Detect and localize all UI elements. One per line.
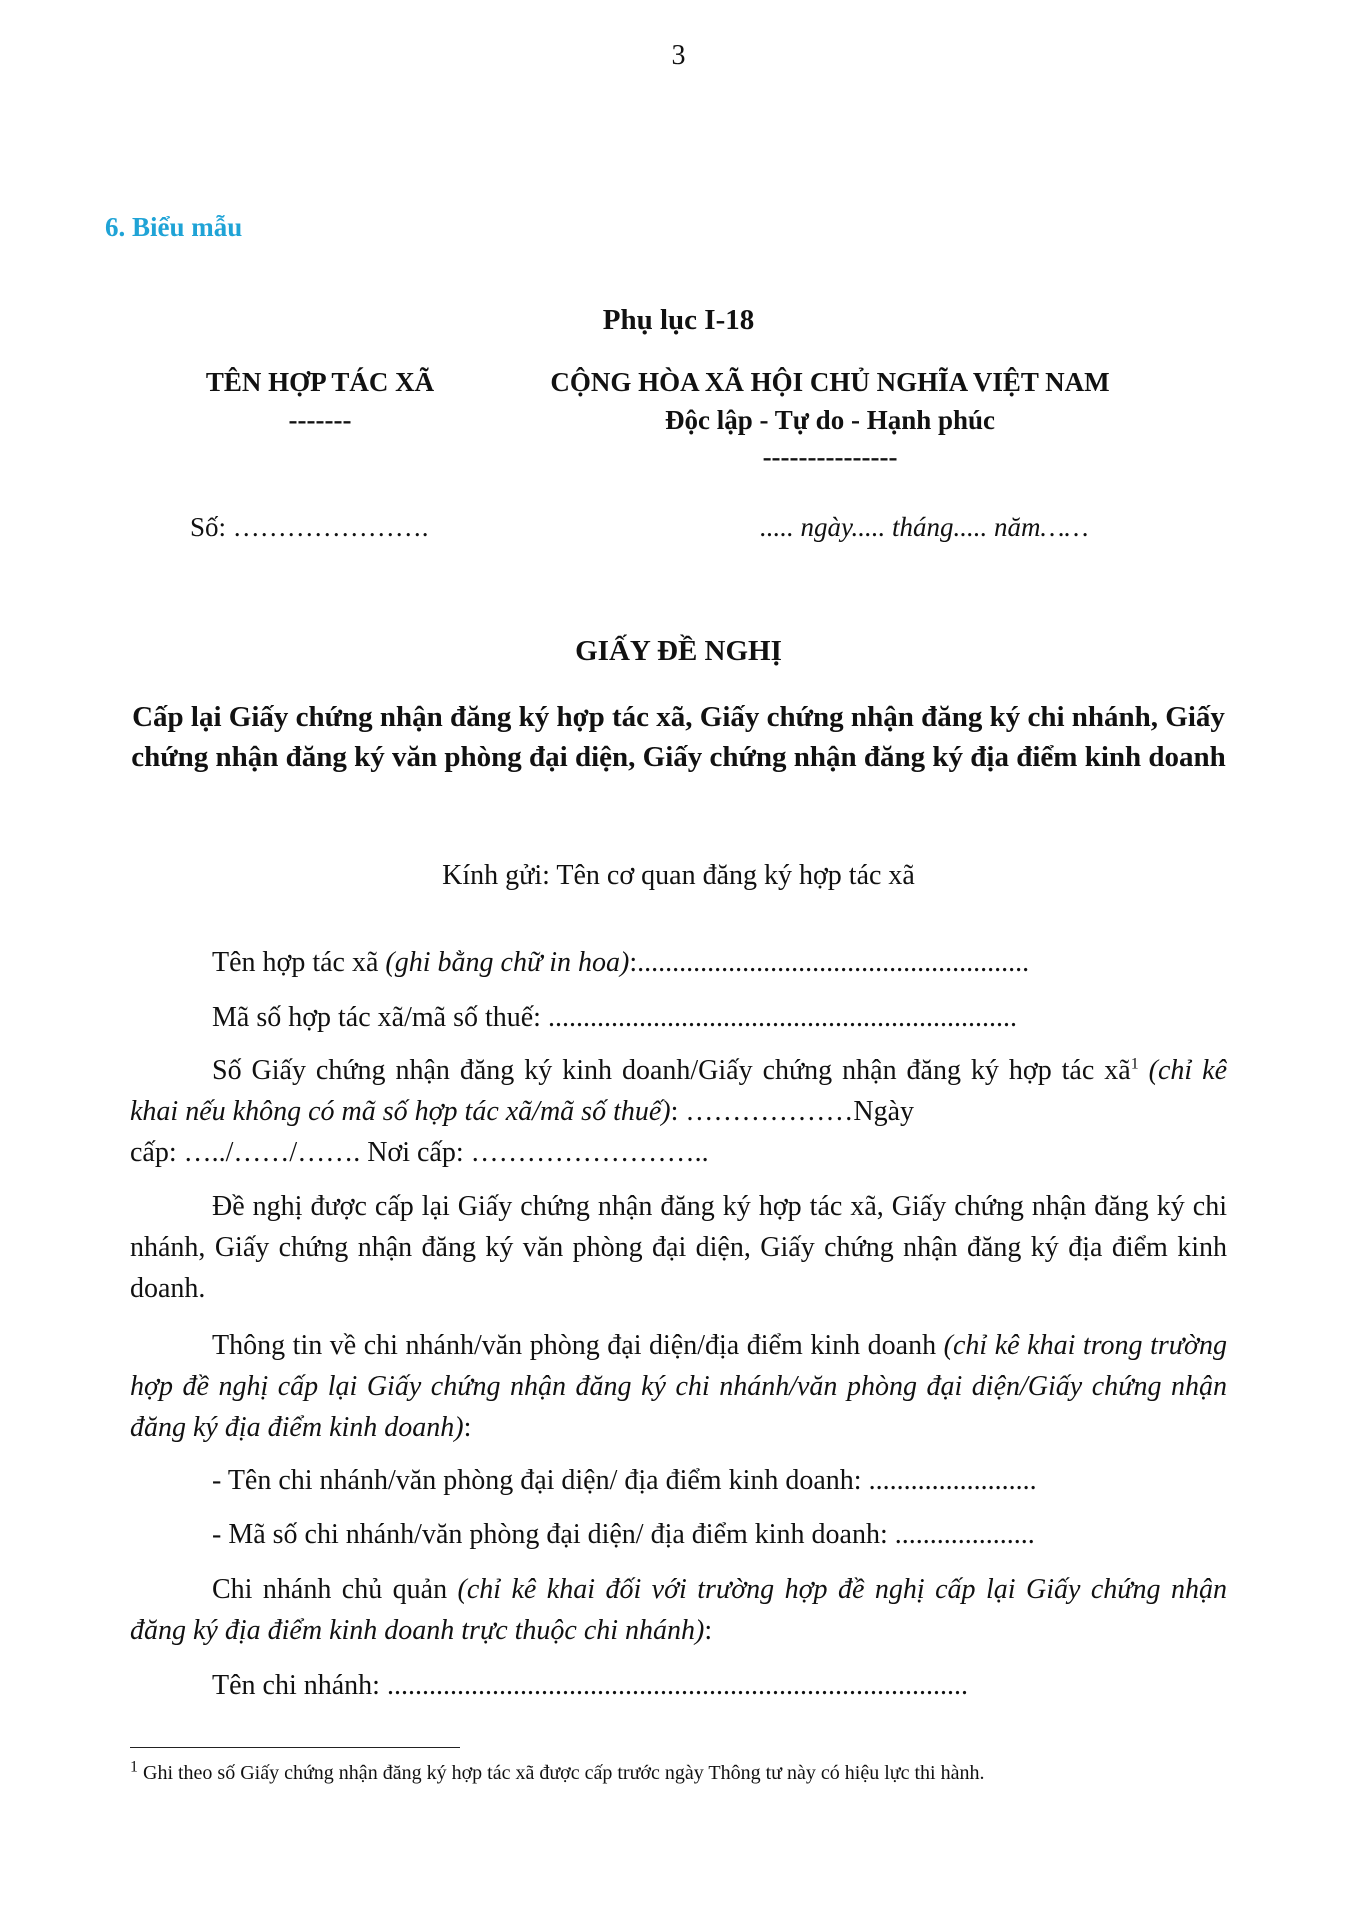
parent-branch-paragraph xyxy=(130,1569,1227,1651)
branch-info-label: Thông tin về chi nhánh/văn phòng đại diện/địa điểm kinh doanh xyxy=(212,1330,944,1361)
certificate-dots: : ………………Ngày xyxy=(670,1096,915,1127)
footnote-divider xyxy=(130,1747,460,1748)
request-paragraph: Đề nghị được cấp lại Giấy chứng nhận đăng ký hợp tác xã, Giấy chứng nhận đăng ký chi nhánh, Giấy chứng nhận đăng ký văn phòng đại diện, Giấy chứng nhận đăng ký địa điểm kinh doanh. xyxy=(130,1191,1227,1304)
parent-branch-hint: (chỉ kê khai đối với trường hợp đề nghị cấp lại Giấy chứng nhận đăng ký địa điểm kinh doanh trực thuộc chi nhánh) xyxy=(130,1574,1227,1646)
branch-info-paragraph xyxy=(130,1325,1227,1448)
organization-separator: ------- xyxy=(288,405,352,435)
certificate-hint: (chỉ kê khai nếu không có mã số hợp tác xã/mã số thuế) xyxy=(130,1055,1228,1127)
document-date-line: ..... ngày..... tháng..... năm…… xyxy=(760,512,1089,542)
parent-branch-label: Chi nhánh chủ quản xyxy=(212,1574,458,1605)
nation-title: CỘNG HÒA XÃ HỘI CHỦ NGHĨA VIỆT NAM xyxy=(550,367,1110,397)
footnote-reference: 1 xyxy=(1130,1055,1139,1073)
certificate-label: Số Giấy chứng nhận đăng ký kinh doanh/Giấy chứng nhận đăng ký hợp tác xã xyxy=(212,1055,1131,1086)
form-subtitle: Cấp lại Giấy chứng nhận đăng ký hợp tác xã, Giấy chứng nhận đăng ký chi nhánh, Giấy chứng nhận đăng ký văn phòng đại diện, Giấy chứng nhận đăng ký địa điểm kinh doanh xyxy=(131,701,1226,773)
footnote xyxy=(130,1758,985,1785)
appendix-title: Phụ lục I-18 xyxy=(602,304,755,336)
certificate-number-field xyxy=(130,1050,1227,1173)
branch-code-field: - Mã số chi nhánh/văn phòng đại diện/ địa điểm kinh doanh: .................... xyxy=(212,1519,1035,1550)
organization-name: TÊN HỢP TÁC XÃ xyxy=(205,367,435,397)
coop-name-dots: :........................................................ xyxy=(629,947,1030,978)
certificate-issue-line: cấp: …../……/……. Nơi cấp: …………………….. xyxy=(130,1137,709,1168)
section-heading: 6. Biểu mẫu xyxy=(105,212,243,242)
branch-info-colon: : xyxy=(463,1412,472,1443)
coop-code-field: Mã số hợp tác xã/mã số thuế: ................................................................... xyxy=(212,1002,1017,1033)
recipient-line: Kính gửi: Tên cơ quan đăng ký hợp tác xã xyxy=(442,860,915,891)
form-title: GIẤY ĐỀ NGHỊ xyxy=(575,635,782,667)
footnote-text: Ghi theo số Giấy chứng nhận đăng ký hợp tác xã được cấp trước ngày Thông tư này có hiệu lực thi hành. xyxy=(138,1762,985,1784)
parent-branch-name-field: Tên chi nhánh: ................................................................................... xyxy=(212,1670,968,1701)
motto-separator: --------------- xyxy=(762,442,898,472)
coop-name-hint: (ghi bằng chữ in hoa) xyxy=(385,947,630,978)
national-motto: Độc lập - Tự do - Hạnh phúc xyxy=(664,405,996,435)
branch-info-hint: (chỉ kê khai trong trường hợp đề nghị cấp lại Giấy chứng nhận đăng ký chi nhánh/văn phòng đại diện/Giấy chứng nhận đăng ký địa điểm kinh doanh) xyxy=(130,1330,1228,1443)
document-number-line: Số: …………………. xyxy=(190,512,429,542)
coop-name-label: Tên hợp tác xã xyxy=(212,947,386,978)
page-number: 3 xyxy=(671,40,686,71)
branch-name-field: - Tên chi nhánh/văn phòng đại diện/ địa điểm kinh doanh: ........................ xyxy=(212,1465,1037,1496)
footnote-marker: 1 xyxy=(130,1758,138,1776)
parent-branch-colon: : xyxy=(704,1615,713,1646)
coop-name-field xyxy=(212,942,1029,983)
